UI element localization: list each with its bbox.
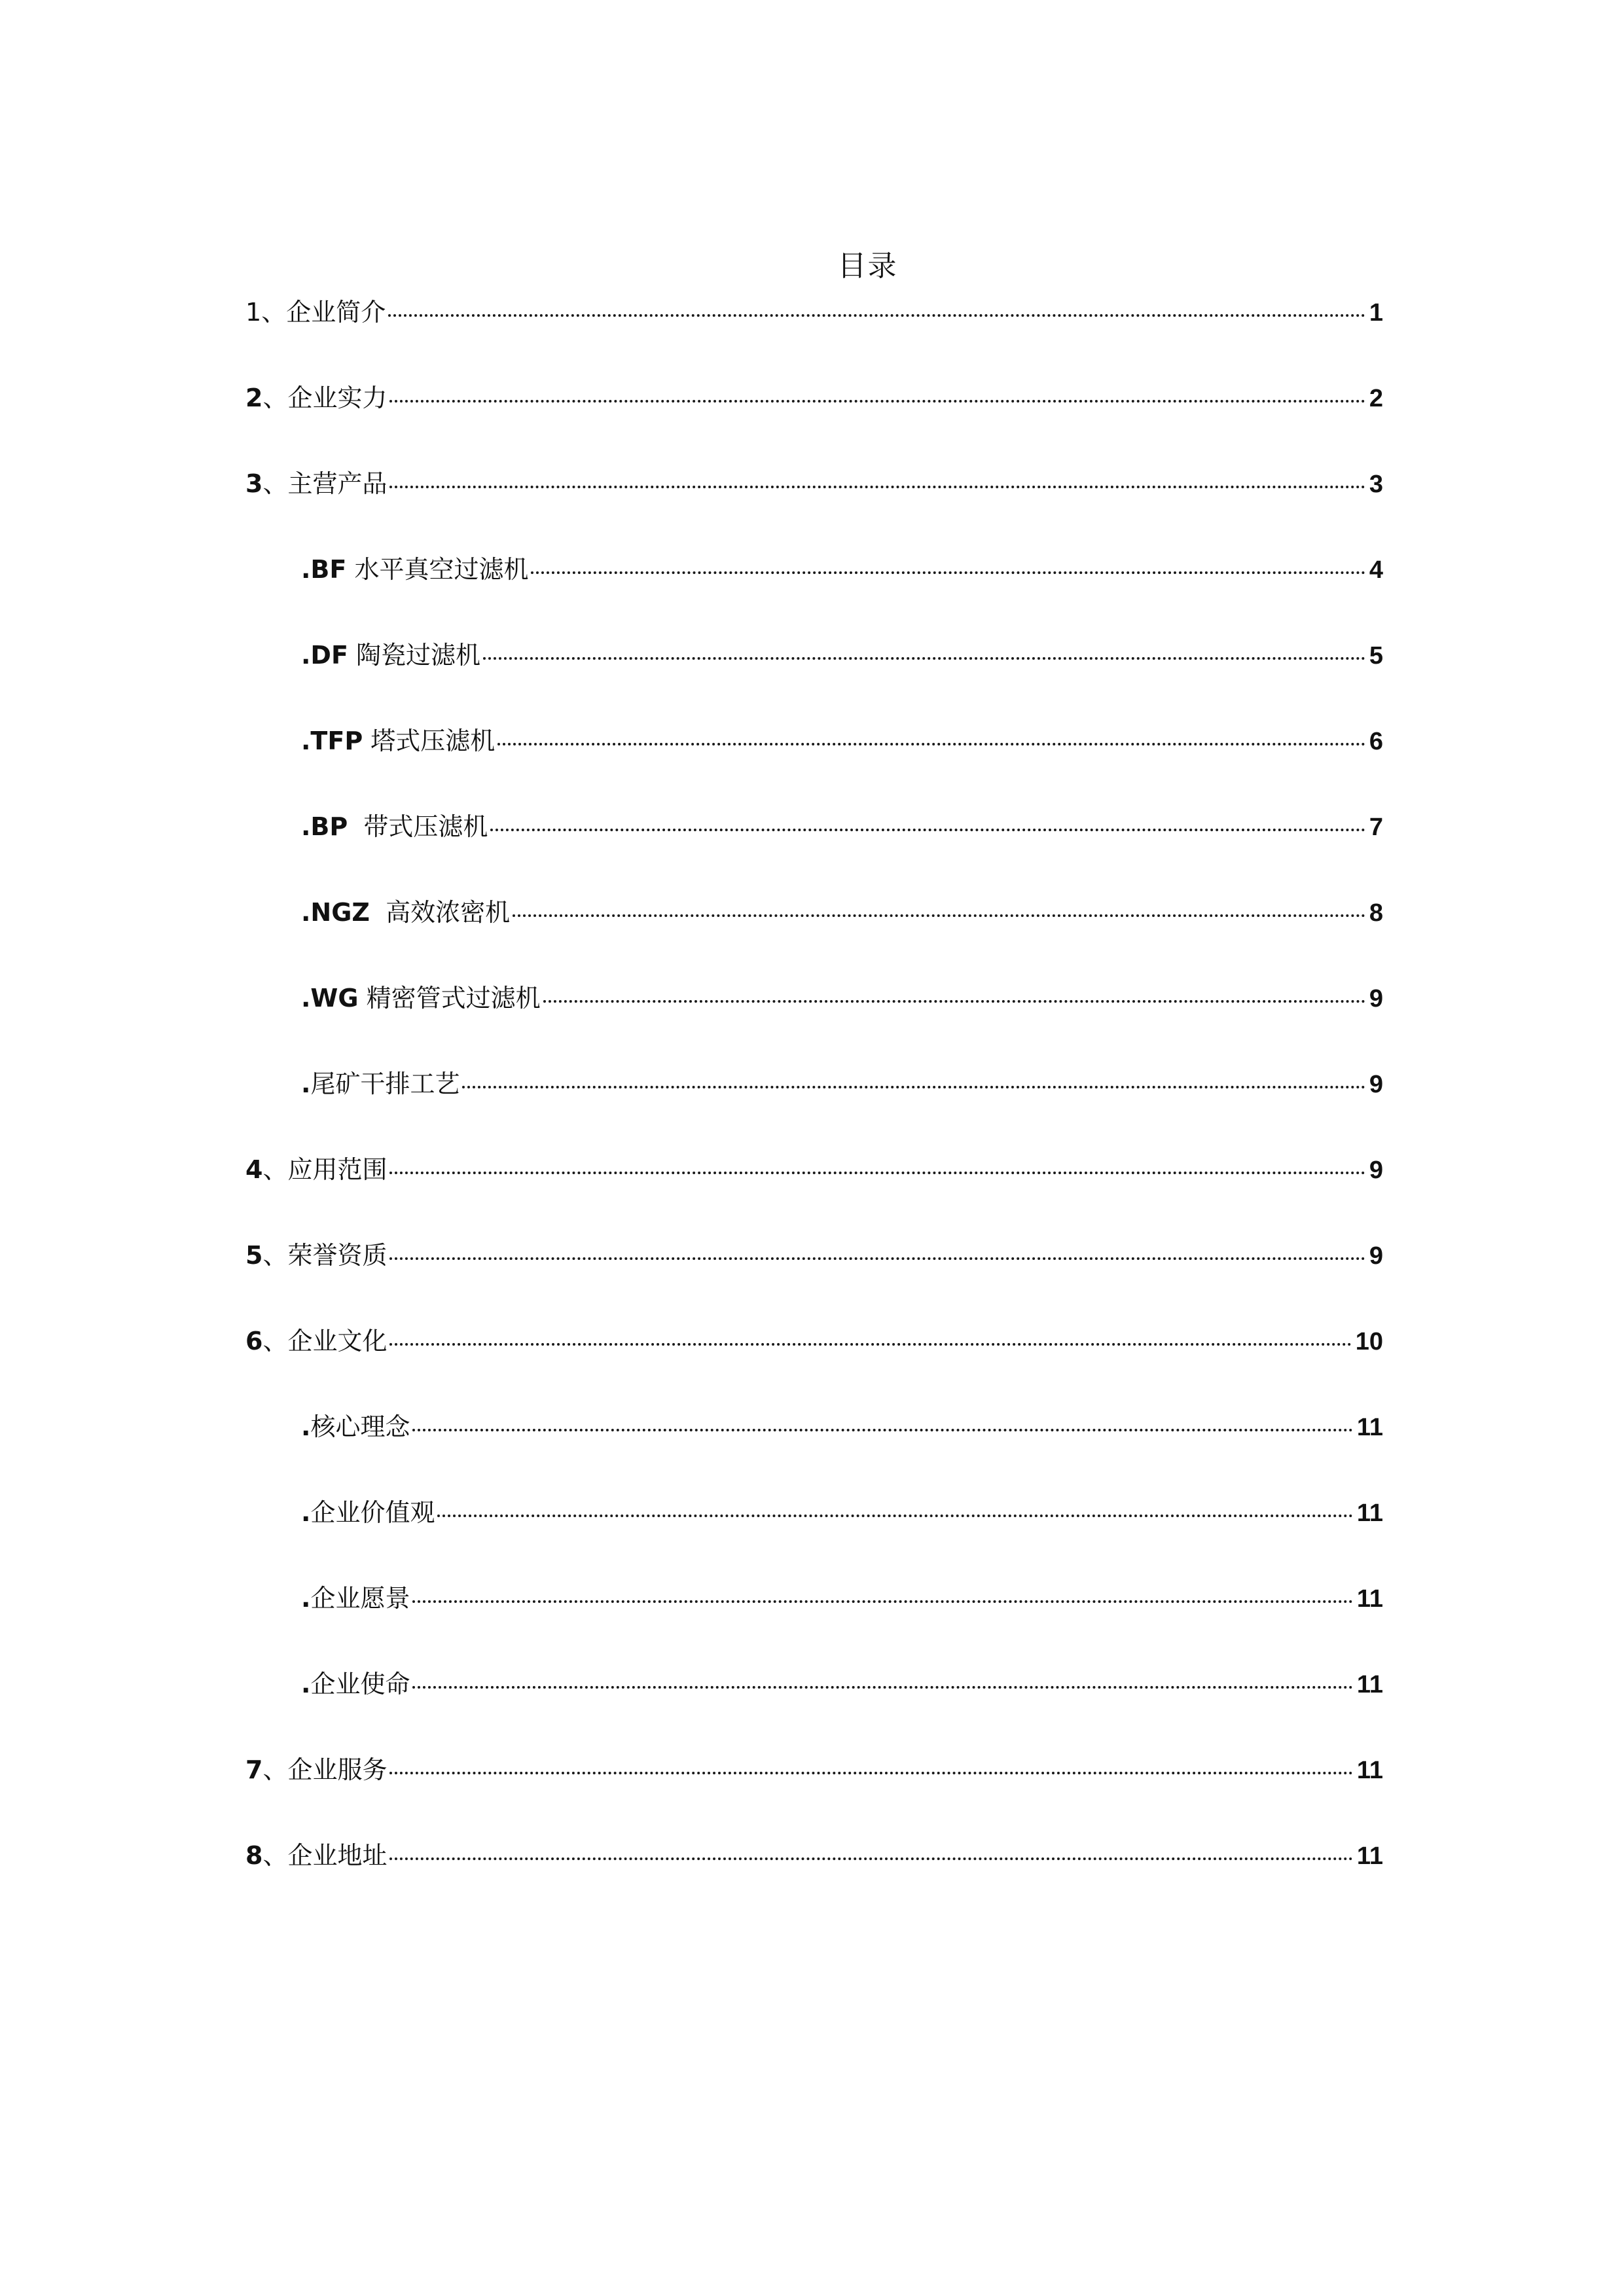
toc-subentry[interactable] <box>245 1672 1383 1757</box>
entry-page-number: 7 <box>1369 814 1383 841</box>
entry-label: 高效浓密机 <box>386 898 511 927</box>
dot-leader <box>412 1429 1352 1431</box>
entry-label: 尾矿干排工艺 <box>310 1069 460 1098</box>
entry-separator: 、 <box>262 1241 288 1270</box>
entry-code: .DF <box>301 641 348 670</box>
toc-subentry[interactable] <box>245 900 1383 986</box>
toc-subentry[interactable] <box>245 557 1383 643</box>
dot-leader <box>412 1600 1352 1603</box>
entry-number: 1 <box>245 298 262 327</box>
entry-separator: 、 <box>262 384 288 412</box>
entry-code: .WG <box>301 984 359 1013</box>
dot-leader <box>412 1686 1352 1689</box>
entry-separator: 、 <box>262 1327 288 1355</box>
entry-page-number: 9 <box>1369 1071 1383 1098</box>
entry-page-number: 2 <box>1369 385 1383 412</box>
entry-code: . <box>301 1498 311 1527</box>
entry-number: 4 <box>245 1155 263 1184</box>
entry-code: . <box>301 1584 311 1613</box>
entry-label: 水平真空过滤机 <box>354 555 529 584</box>
entry-label: 企业服务 <box>287 1755 388 1784</box>
toc-subentry[interactable] <box>245 1586 1383 1672</box>
toc-entry[interactable] <box>245 1843 1383 1929</box>
toc-entry[interactable] <box>245 1157 1383 1243</box>
toc-subentry[interactable] <box>245 1071 1383 1157</box>
entry-page-number: 3 <box>1369 471 1383 498</box>
entry-page-number: 9 <box>1369 1242 1383 1270</box>
entry-label: 应用范围 <box>287 1155 388 1184</box>
entry-separator: 、 <box>262 1841 288 1870</box>
dot-leader <box>483 657 1365 660</box>
toc-entry[interactable] <box>245 1329 1383 1414</box>
entry-page-number: 11 <box>1356 1499 1383 1527</box>
entry-label: 企业实力 <box>287 384 388 412</box>
entry-label: 塔式压滤机 <box>370 726 496 755</box>
entry-page-number: 9 <box>1369 985 1383 1013</box>
entry-separator: 、 <box>262 469 288 498</box>
entry-code: .BP <box>301 812 348 841</box>
entry-page-number: 1 <box>1369 299 1383 327</box>
entry-label: 带式压滤机 <box>363 812 488 841</box>
dot-leader <box>462 1086 1365 1088</box>
entry-separator: 、 <box>261 298 287 327</box>
entry-number: 3 <box>245 469 263 498</box>
entry-number: 7 <box>245 1755 263 1784</box>
dot-leader <box>437 1515 1352 1517</box>
entry-label: 企业文化 <box>287 1327 388 1355</box>
entry-label: 精密管式过滤机 <box>366 984 541 1013</box>
toc-subentry[interactable] <box>245 986 1383 1071</box>
dot-leader <box>389 1857 1352 1860</box>
entry-code: . <box>301 1069 311 1098</box>
entry-page-number: 6 <box>1369 728 1383 755</box>
entry-label: 企业地址 <box>287 1841 388 1870</box>
entry-label: 企业价值观 <box>310 1498 435 1527</box>
toc-entry[interactable] <box>245 300 1383 386</box>
entry-number: 2 <box>245 384 263 412</box>
entry-code: . <box>301 1412 311 1441</box>
dot-leader <box>543 1000 1365 1003</box>
entry-code: .NGZ <box>301 898 370 927</box>
toc-entry[interactable] <box>245 1243 1383 1329</box>
dot-leader <box>389 1172 1365 1174</box>
toc-entry[interactable] <box>245 471 1383 557</box>
entry-code: .TFP <box>301 726 363 755</box>
entry-page-number: 11 <box>1356 1842 1383 1870</box>
entry-number: 5 <box>245 1241 263 1270</box>
dot-leader <box>389 1772 1352 1774</box>
dot-leader <box>490 829 1365 831</box>
entry-separator: 、 <box>262 1155 288 1184</box>
entry-number: 6 <box>245 1327 263 1355</box>
entry-label: 陶瓷过滤机 <box>356 641 481 670</box>
entry-label: 企业使命 <box>310 1670 410 1698</box>
entry-label: 核心理念 <box>310 1412 410 1441</box>
toc-entry[interactable] <box>245 1757 1383 1843</box>
toc-subentry[interactable] <box>245 728 1383 814</box>
dot-leader <box>531 571 1365 574</box>
entry-page-number: 5 <box>1369 642 1383 670</box>
entry-separator: 、 <box>262 1755 288 1784</box>
entry-number: 8 <box>245 1841 263 1870</box>
dot-leader <box>389 1257 1365 1260</box>
entry-code: .BF <box>301 555 347 584</box>
dot-leader <box>497 743 1365 745</box>
dot-leader <box>389 400 1365 403</box>
entry-code: . <box>301 1670 311 1698</box>
dot-leader <box>389 1343 1351 1346</box>
entry-label: 企业简介 <box>286 298 386 327</box>
entry-label: 企业愿景 <box>310 1584 410 1613</box>
toc-title: 目录 <box>837 249 898 283</box>
entry-label: 荣誉资质 <box>287 1241 388 1270</box>
entry-page-number: 8 <box>1369 899 1383 927</box>
entry-page-number: 11 <box>1356 1585 1383 1613</box>
toc-list <box>245 300 1383 1929</box>
entry-page-number: 11 <box>1356 1757 1383 1784</box>
entry-label: 主营产品 <box>287 469 388 498</box>
toc-subentry[interactable] <box>245 643 1383 728</box>
toc-subentry[interactable] <box>245 1414 1383 1500</box>
dot-leader <box>388 314 1365 317</box>
dot-leader <box>513 914 1365 917</box>
entry-page-number: 11 <box>1356 1671 1383 1698</box>
toc-subentry[interactable] <box>245 814 1383 900</box>
toc-entry[interactable] <box>245 386 1383 471</box>
dot-leader <box>389 486 1365 488</box>
toc-subentry[interactable] <box>245 1500 1383 1586</box>
entry-page-number: 10 <box>1355 1328 1383 1355</box>
entry-page-number: 9 <box>1369 1157 1383 1184</box>
entry-page-number: 11 <box>1356 1414 1383 1441</box>
entry-page-number: 4 <box>1369 556 1383 584</box>
